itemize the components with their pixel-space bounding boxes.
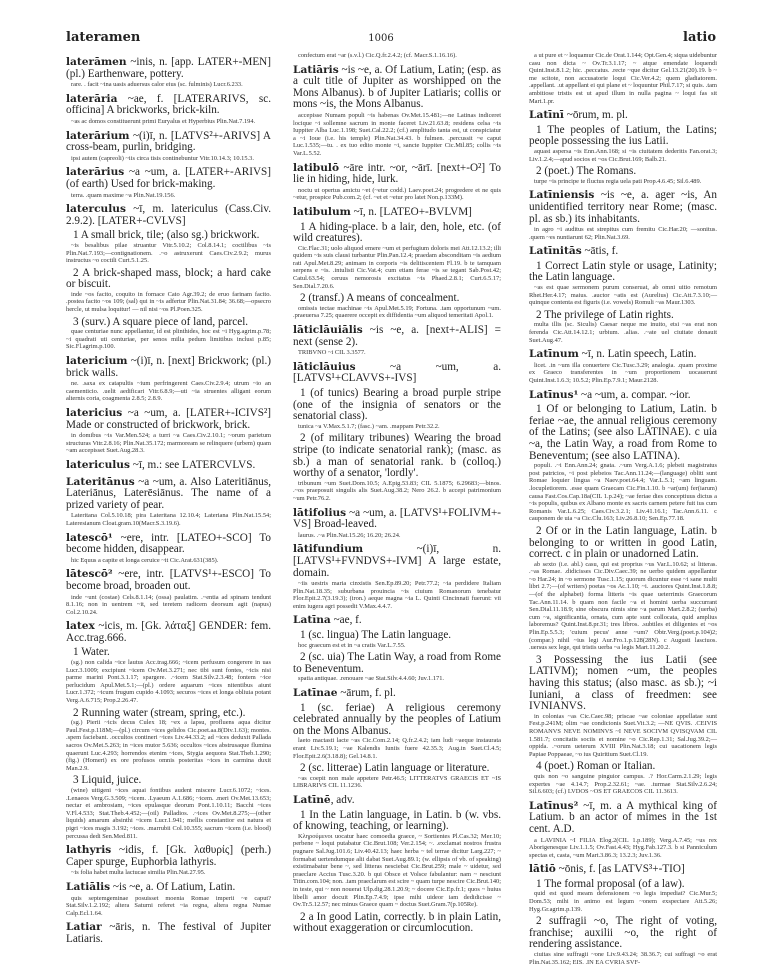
entry-definition: ~a ~um, a. [LATER+-ARIVS] (of earth) Used for brick-making.	[66, 166, 271, 190]
sense-definition: 2 A brick-shaped mass, block; a hard cake or biscuit.	[66, 266, 271, 291]
headword: latericius	[66, 407, 123, 419]
column-3	[529, 52, 717, 966]
citations: accepisse Numam populi ~is habenas Ov.Met.15.481;—ne Latinas indiceret locique ~i sollemne sacrum in monte faceret Liv.21.63.8; residens celsa ~is Iuppiter Alba Luc.1.198; Suet.Cal.22.2; (cf.) amplitudo tanta est, ut conspiciatur a ~i Ioue (i.e. his temple) Plin.Nat.34.43. b fulmen. .percussit ~e caput Luc.1.535;—tu. . ex tuo edito monte ~i, sancte Iuppiter Cic.Mil.85; collis ~is Var.L.5.52.	[293, 111, 501, 157]
citations: ~is folia habet multa lactucae similia Plin.Nat.27.95.	[71, 869, 206, 877]
headword: Latīna	[293, 614, 331, 627]
citations: licet. .in ~um illa conuertere Cic.Tusc.3.29; analogia. .quam proxime ex Graeco transferentes in ~um proportionem uocauerunt Quint.Inst.1.6.3; 10.5.2; Plin.Ep.7.9.1; Maur.2128.	[529, 361, 717, 384]
dictionary-entry	[293, 163, 501, 186]
dictionary-entry	[293, 544, 501, 579]
entry-definition: ~ere, intr. [LATVS¹+-ESCO] To become broad, broaden out.	[66, 568, 271, 592]
headword: Latīniensis	[529, 189, 595, 202]
citations: TRIBVNO ~i CIL 3.3577.	[298, 349, 366, 357]
dictionary-entry	[66, 57, 271, 80]
entry-definition: ~ae, f.	[330, 614, 362, 627]
sense-definition: 3 Liquid, juice.	[73, 774, 142, 787]
sense-definition: 3 Possessing the ius Latii (see LATIVM); nomen ~um, the peoples having this status; (also masc. as sb.); ~i Iuniani, a class of freedmen: see IVNIANVS.	[529, 653, 717, 713]
citations: aquast aspersa ~is Enn.Ann.168; si ~is ciuitatem dederitis Fan.orat.3; Liv.1.2.4;—apud socios et ~os Cic.Brut.169; Balb.21.	[529, 147, 717, 163]
dictionary-entry	[293, 325, 501, 348]
citations: Lateritana Col.5.10.18; pira Lateritana 12.10.4; Laterianа Plin.Nat.15.54; Lateresianum Cloat.gram.10(Macr.S.3.19.6).	[66, 512, 271, 527]
headword: Latiāris	[293, 63, 339, 76]
headword: laterāmen	[66, 56, 127, 68]
sense-definition: 2 The privilege of Latin rights.	[536, 308, 674, 321]
entry-definition: ~(i)ī, n. [LATVS²+-ARIVS] A cross-beam, purlin, bridging.	[66, 129, 271, 154]
citations: ne. .saxa ex catapultis ~ium perfringerent Caes.Civ.2.9.4; utrum ~io an caementicio. .uelit aedificari Vitr.6.8.9;—uti ~ia struentes alligant eorum alternis coria, coagmenta 2.8.5; 2.8.9.	[66, 380, 271, 403]
sense-definition: 2 (of military tribunes) Wearing the broad stripe (to indicate senatorial rank); (masc. as sb.) a man of senatorial rank. b (colloq.) worthy of a senator, 'lordly'.	[293, 432, 501, 480]
entry-definition: ~a ~um, a. compar. ~ior.	[578, 388, 691, 401]
citations: quae centuriae nunc appellantur, id est plinthides, hoc est ~i Hyg.agrim.p.78; ~i quadrati uti centuriae, per senos milia pedum limitibus inclusi p.85; Sic.Fl.agrim.p.100.	[66, 328, 271, 351]
sense-definition: 2 (poet.) The Romans.	[536, 165, 637, 178]
dictionary-entry	[529, 864, 717, 876]
running-head-right: latio	[683, 30, 716, 45]
citations: in colonias ~as Cic.Caec.98; priscae ~ae coloniae appellatae sunt Fest.p.241M; olim ~ae condicionis Suet.Vit.3.2; —NE QVIS. .CEIVIS ROMANVS NEVE NOMINVS ~I NEVE SOCIVM QVISQVAM CIL 1.581.7; concitatis sociis et nomine ~o Cic.Rep.1.31; Sal.Jug.39.2;—oppida. .~orum ueterum XVIII Plin.Nat.3.18; cui uacationem legis Papiae Poppaeae, ~o ius Quiritium Suet.Cl.19.	[529, 712, 717, 758]
entry-definition: ~a ~um, a. [LATVS¹+CLAVVS+-IVS]	[293, 360, 501, 385]
citations: hic Equus a capite et longa ceruice ~it Cic.Arat.631(385).	[71, 556, 219, 564]
citations: a LAVINIA ~I FILIA Elog.2(CIL 1.p.189); Verg.A.7.45; ~us rex Aborigenesque Liv.1.1.5; Ov.Fast.4.43; Hyg.Fab.127.3. b si Panniculum spectas et, casta, ~um Mart.3.86.3; 13.2.3; Juv.1.36.	[529, 836, 717, 859]
entry-definition: , adv.	[330, 793, 355, 806]
citations: hoc graecum est et in ~a cratis Var.L.7.55.	[298, 641, 406, 649]
headword: lātifolius	[293, 506, 347, 519]
running-head-left: lateramen	[66, 30, 141, 45]
entry-definition: ~ī, m. latericulus (Cass.Civ. 2.9.2). [LATER+-CVLVS]	[66, 203, 271, 227]
citations: rare. . facit ~ina uasis aduersus calor eius (sc. fulminis) Lucr.6.233.	[71, 81, 243, 89]
dictionary-entry	[66, 922, 271, 945]
sense-definition: 2 a In good Latin, correctly. b in plain Latin, without exaggeration or circumlocution.	[293, 910, 501, 935]
entry-definition: ~(i)ī, n. [LATVS¹+FVNDVS+-IVM] A large estate, domain.	[293, 543, 501, 579]
page-number: 1006	[368, 33, 394, 44]
entry-definition: ~ātis, f.	[581, 245, 619, 258]
citations: (sg.) Pierii ~icis decus Culex 18; ~ex a lapsu, profluens aqua dicitur Paul.Fest.p.118M;—(pl.) circum ~ices gelidos Cic.poet.aa.8(Div.1.63); montes. .spem faciebant. .occultos contineri ~ices Liv.44.33.2; ad ~ices deduxit Pallada sacros Ov.Met.5.263; in ~ices mutor 5.636; occultos ~ices abstrusaque flumina quaerunt Luc.4.293; horrendos etenim ~ices, Stygia aequora Stat.Theb.1.290; (fig.) (Homeri) ex ore profusos omnis posteritas ~ices in carmina duxit Man.2.9.	[66, 719, 271, 772]
citations: terra. .quam maxime ~a Plin.Nat.19.156.	[71, 191, 176, 199]
sense-definition: 2 suffragii ~o, The right of voting, franchise; auxilii ~o, the right of rendering assistance.	[529, 915, 717, 951]
entry-definition: ~(i)ī, n. [next] Brickwork; (pl.) brick walls.	[66, 355, 271, 379]
entry-definition: ~is ~e, a. Of Latium, Latin.	[110, 880, 236, 893]
dictionary-entry	[293, 362, 501, 385]
sense-definition: 1 (of tunics) Bearing a broad purple stripe (one of the insignia of senators or the senatorial class).	[293, 387, 501, 423]
citations: spatia antiquae. .renouare ~ae Stat.Silv.4.4.60; Juv.1.171.	[298, 675, 445, 683]
headword: latericulus	[66, 458, 130, 471]
entry-definition: ~is ~e, a. ager ~is, An unidentified territory near Rome; (masc. pl. as sb.) its inhabitants.	[529, 189, 717, 225]
headword: latescō¹	[66, 531, 113, 544]
headword: lāticlāuiālis	[293, 324, 363, 337]
headword: Latiar	[66, 921, 102, 934]
entry-definition: ~ī, m. a A mythical king of Latium. b an actor of mimes in the 1st cent. A.D.	[529, 799, 717, 835]
sense-definition: 2 (sc. litterae) Latin language or literature.	[300, 762, 490, 775]
citations: ~is besalibus pilae struantur Vitr.5.10.2; Col.8.14.1; coctilibus ~is Plin.Nat.7.193;—contignationem. .~o astruxerunt Caes.Civ.2.9.2; murus instructus ~o coctili Curt.5.1.25.	[66, 241, 271, 265]
dictionary-entry	[293, 207, 501, 219]
entry-definition: ~ārum, f. pl.	[337, 687, 396, 700]
headword: lātiō	[529, 863, 556, 876]
headword: Latiālis	[66, 880, 111, 893]
dictionary-entry	[66, 94, 271, 117]
entry-definition: ~ae, f. [LATERARIVS, sc. officina] A brickworks, brick-kiln.	[66, 92, 271, 117]
citations: in agro ~i auditus est strepitus cum fremitu Cic.Har.20; —sonitus. .quem ~es nuntiarunt 62; Plin.Nat.3.69.	[529, 226, 717, 241]
dictionary-entry	[529, 349, 717, 361]
headword: Latīnitās	[529, 245, 582, 258]
citations: ciuitas sine suffragii ~one Liv.9.43.24; 38.36.7; cui suffragi ~o erat Plin.Nat.35.162; EIS. .IN EA CVRIA SVF-	[529, 951, 717, 966]
citations: tribunum ~um Suet.Dom.10.5; A.Epig.53.83; CIL 5.1875; 6.29683;—binos. .~os praeposuit singulis alis Suet.Aug.38.2; Nero 26.2. b accepi patrimonium ~um Petr.76.2.	[293, 479, 501, 502]
citations: ~as est quae sermonem purum conseruat, ab omni uitio remotum Rhet.Her.4.17; maius. .auctor ~atis est (Aurelius) Cic.Att.7.3.10;—quinque contenta est figuris (i.e. vowels) Romuli ~as Maur.1303.	[529, 284, 717, 307]
citations: tunica ~a V.Max.5.1.7; (fasc.) ~am. .mappam Petr.32.2.	[298, 422, 440, 430]
headword: latex	[66, 620, 95, 633]
entry-definition: ~is ~e, a. [next+-ALIS] = next (sense 2).	[293, 324, 501, 348]
dictionary-entry	[293, 65, 501, 111]
citations: ~as coepit non male appetere Petr.46.5; LITTERATVS GRAECIS ET ~IS LIBRARIVS CIL 11.1236.	[293, 774, 501, 790]
citations: ~iis uestris maria cinxistis Sen.Ep.89.20; Petr.77.2; ~ia perdidere Italiam Plin.Nat.18.35; suburbana prouincia ~is ciuium Romanorum tenebatur Flor.Epit.2.7(3.19.3); (iron.) aeque magna ~ia L. Quinti Cincinnati fuerunt: vii enim iugera agri possedit V.Max.4.4.7.	[293, 580, 501, 610]
sense-definition: 1 A small brick, tile; (also sg.) brickwork.	[73, 229, 260, 242]
sense-definition: 2 (transf.) A means of concealment.	[300, 292, 460, 305]
headword: latibulō	[293, 161, 340, 174]
citations: confectum erat ~ar (s.v.l.) Cic.Q.fr.2.4.2; (cf. Macr.S.1.16.16).	[298, 52, 457, 59]
dictionary-entry	[293, 795, 501, 807]
entry-definition: ~ī, n. [LATEO+-BVLVM]	[350, 205, 472, 218]
dictionary-entry	[66, 882, 271, 894]
citations: turpe ~is principe te fluctus regia uela pati Prop.4.6.45; Sil.6.489.	[534, 177, 702, 185]
citations: (wine) uitigeni ~ices aquai fontibus audent miscere Lucr.6.1072; ~ices. .Lenaeos Verg.G.3.509; ~icem. .Lyaeum A.1.686; ~icem. .meri Ov.Met.13.653; nectar et ambrosiam, ~ices epulasque deorum Pont.1.10.11; Bacchi ~ices V.Fl.4.533; Stat.Theb.4.452;—(oil) Palladios. .~ices Ov.Met.8.275;—(other liquids) amarum absinthi ~icem Lucr.1.941; mellis constantior est natura et pigri ~ices magis 3.192; ~ices. .marrubii Col.10.355; sacrum ~icem (i.e. blood) percussa dedi Sen.Med.811.	[66, 786, 271, 840]
dictionary-entry	[529, 801, 717, 836]
entry-definition: ~ōrum, m. pl.	[563, 109, 628, 122]
citations: ipsi autem (capreoli) ~iis circa tisis continebuntur Vitr.10.14.3; 10.15.3.	[71, 154, 254, 162]
entry-definition: ~ere, intr. [LATEO+-SCO] To become hidden, disappear.	[66, 531, 271, 556]
citations: multa illis (sc. Siculis) Caesar neque me inuito, etsi ~as erat non ferenda Cic.Att.14.12.1; urbium. .alias. .~ate uel ciuitate donauit Suet.Aug.47.	[529, 321, 717, 344]
headword: Latīnus¹	[529, 388, 579, 401]
citations: laeto mactasti lacte ~as Cic.Com.2.14; Q.fr.2.4.2; iam ludi ~aeque instaurata erant Liv.5.19.1; ~ae Kalendis Iuniis fuere 42.35.3; Aug.in Suet.Cl.4.5; Flor.Epit.2.6(3.18.8); Gel.14.8.1.	[293, 737, 501, 760]
sense-definition: 1 The formal proposal (of a law).	[536, 877, 685, 890]
dictionary-entry	[293, 508, 501, 531]
dictionary-entry	[529, 246, 717, 258]
sense-definition: 1 Water.	[73, 646, 110, 659]
headword: laterculus	[66, 203, 126, 216]
dictionary-entry	[293, 615, 501, 627]
column-1	[66, 52, 271, 945]
dictionary-entry	[66, 533, 271, 556]
headword: lātifundium	[293, 543, 364, 556]
headword: laterāria	[66, 92, 118, 105]
headword: lāticlāuius	[293, 360, 356, 373]
citations: quis septemgeminae posuisset moenia Romae imperii ~e caput? Stat.Silv.1.2.192; altera Saturni referet ~ia regna, altera regna Numae Calp.Ecl.1.64.	[66, 894, 271, 917]
entry-definition: ~a ~um, a. [LATVS¹+FOLIVM+-VS] Broad-leaved.	[293, 506, 501, 531]
dictionary-entry	[66, 477, 271, 512]
citations: ~as ac domos constituerunt primi Euryalus et Hyperbius Plin.Nat.7.194.	[71, 117, 256, 125]
sense-definition: 2 Running water (stream, spring, etc.).	[73, 706, 246, 719]
sense-definition: 2 (sc. uia) The Latin Way, a road from Rome to Beneventum.	[293, 651, 501, 675]
entry-definition: ~ī, m.: see LATERCVLVS.	[129, 458, 256, 471]
sense-definition: 2 Of or in the Latin language, Latin. b belonging to or written in good Latin, correct. c in plain or unadorned Latin.	[529, 524, 717, 561]
dictionary-entry	[66, 131, 271, 154]
headword: Latīnum	[529, 348, 579, 361]
dictionary-entry	[66, 845, 271, 868]
dictionary-entry	[66, 621, 271, 644]
citations: a ut pure et ~ loquamur Cic.de Orat.1.144; Opt.Gen.4; siqua uidebuntur casu non dicta ~ Ov.Tr.3.1.17; ~ atque emendate loquendi Quint.Inst.8.1.2; hic. .peccatus. .recte ~que dicitur Gel.13.21(20).19. b ~ me scitote, non accusatorie loqui Cic.Ver.4.2; quem gladiatorem. .appellant. .ut appellant ei qui plane et ~ loquuntur Phil.7.17; si quis. .tam ambitiose tristis est ut apud illum in nulla pagina ~ loqui fas sit Mart.1.pr.	[529, 52, 717, 105]
entry-definition: ~ī, n. Latin speech, Latin.	[578, 348, 697, 361]
headword: lātescō²	[66, 568, 113, 581]
headword: Latīnī	[529, 109, 564, 122]
citations: noctu ut opertus amictu ~et (~etur codd.) Laev.poet.24; progredere et ne quis ~etur, prospice Pub.com.2; (cf. ~et et ~etur pro latet Non.p.133M).	[293, 186, 501, 202]
headword: laterārius	[66, 166, 125, 179]
citations: quid est quod meam defensionem ~o legis impediat? Cic.Mur.5; Dom.53; mihi in animo est legum ~onem exspectare Att.5.26; Hyg.Gr.agrim.p.139.	[529, 890, 717, 913]
headword: lathyris	[66, 844, 112, 857]
dictionary-entry	[529, 390, 717, 402]
headword: Latīnus²	[529, 799, 579, 812]
entry-definition: ~āre intr. ~or, ~ārī. [next+-O²] To lie in hiding, hide, lurk.	[293, 161, 501, 186]
headword: Latīnē	[293, 793, 331, 806]
dictionary-entry	[66, 204, 271, 227]
entry-definition: ~icis, m. [Gk. λάταξ] GENDER: fem. Acc.trag.666.	[66, 620, 271, 644]
dictionary-entry	[293, 688, 501, 700]
sense-definition: 1 The peoples of Latium, the Latins; people possessing the ius Latii.	[529, 123, 717, 148]
sense-definition: 1 In the Latin language, in Latin. b (w. vbs. of knowing, teaching, or learning).	[293, 808, 501, 833]
headword: latericium	[66, 355, 128, 368]
entry-definition: ~inis, n. [app. LATER+-MEN] (pl.) Earthenware, pottery.	[66, 56, 271, 80]
citations: laurus. .~a Plin.Nat.15.26; 16.20; 26.24.	[298, 531, 401, 539]
dictionary-entry	[66, 167, 271, 190]
entry-definition: ~āris, n. The festival of Jupiter Latiaris.	[66, 921, 271, 945]
dictionary-entry	[66, 569, 271, 592]
headword: laterārium	[66, 129, 130, 142]
citations: in domibus ~is Var.Men.524; a turri ~a Caes.Civ.2.10.1; ~orum parietum structuras Vitr.2.8.16; Plin.Nat.35.172; marmoream se relinquere (urbem) quam ~am accepisset Suet.Aug.28.3.	[66, 432, 271, 455]
entry-definition: ~idis, f. [Gk. λαθυρίς] (perh.) Caper spurge, Euphorbia lathyris.	[66, 844, 271, 868]
sense-definition: 1 (sc. feriae) A religious ceremony celebrated annually by the peoples of Latium on the Mons Albanus.	[293, 701, 501, 737]
citations: populi. .~i Enn.Ann.24; gnata. .~um Verg.A.1.6; plebeii magistratus post patricios, ~i post plebeios Tac.Ann.11.24;—(language) obliti sunt Romae loquier lingua ~a Naev.poet.64.4; Var.L.5.1; ~am linguam. .locupletiorem. .esse quam Graecam Cic.Fin.1.10. b ~ar(um) fer(iarum) causa Fast.Cos.Cap.18a(CIL 1.p.24); ~ae feriae dies conceptiuus dictus a ~is populis, quibus ex Albano monte ex sacris carnem petere fuit ius cum Romanis Var.L.6.25; Caes.Civ.3.2.1; Liv.41.16.1; Tac.Ann.6.11. c cauponem de uia ~a Cic.Clu.163; Liv.26.8.10; Sen.Ep.77.18.	[529, 462, 717, 523]
entry-definition: ~a ~um, a. Also Lateritiānus, Lateriānus, Laterēsiānus. The name of a prized variety of pear.	[66, 475, 271, 511]
headword: Latīnae	[293, 687, 338, 700]
sense-definition: 1 Correct Latin style or usage, Latinity; the Latin language.	[529, 259, 717, 284]
sense-definition: 1 A hiding-place. b a lair, den, hole, etc. (of wild creatures).	[293, 220, 501, 245]
sense-definition: 1 (sc. lingua) The Latin language.	[300, 629, 452, 642]
dictionary-entry	[529, 110, 717, 122]
entry-definition: ~ōnis, f. [as LATVS³+-TIO]	[555, 863, 685, 876]
entry-definition: ~is ~e, a. Of Latium, Latin; (esp. as a cult title of Jupiter as worshipped on the Mons Albanus). b of Jupiter Latiaris; collis or mons ~is, the Mons Albanus.	[293, 63, 501, 111]
entry-definition: ~a ~um, a. [LATER+-ICIVS²] Made or constructed of brickwork, brick.	[66, 407, 271, 431]
citations: inde ~os facito, coquito in fornace Cato Agr.39.2; de eruo farinam facito. .postea facito ~os 109; (sal) qui in ~is adfertur Plin.Nat.31.84; 36.68;—opsecro hercle, ut mulsa loquitur! — nil nisi ~os Pl.Poen.325.	[66, 290, 271, 314]
sense-definition: 4 (poet.) Roman or Italian.	[536, 760, 656, 773]
citations: Cic.Flac.31; uolo aliquod emere ~um et perfugium doloris mei Att.12.13.2; illi quidem ~is suis clausi turbantur Plin.Pan.12.4; praedam absconditam ~is aedium rati Apul.Met.8.29; animam in corporis ~is delitiscentem Fl.19. b te tamquam serpens e ~is. .intulisti Cic.Vat.4; cum etiam ferae ~is se tegant Sab.Post.42; Catul.63.54; ceruus nemorosis excitatus ~is Phaed.2.8.1; Curt.6.5.17; Sen.Dial.7.20.6.	[293, 244, 501, 290]
citations: quis non ~o sanguine pinguior campus. .? Hor.Carm.2.1.29; legis expertes ~ae 4.14.7; Prop.2.32.61; ~ae. .turmae Stat.Silv.2.6.24; Sil.6.603; (cf.) LVDOS ~OS ET GRAECOS CIL 11.3613.	[529, 772, 717, 796]
headword: Lateritānus	[66, 475, 135, 488]
dictionary-entry	[66, 356, 271, 379]
citations: omissis tectae machinae ~is Apul.Met.5.19; Fortuna. .tam opportunum ~um. .praeuersa 7.25; quaerere occepit ex diffidentia ~um aliquod temeritati Apol.1.	[293, 304, 501, 320]
citations: ab sexto (i.e. abl.) casu, qui est proprius ~us Var.L.10.62; si litteras. .~as Romae. .didicisses Cic.Div.Caec.39; ne uerbo quidem appellantur ~o Har.24; in ~o sermone Tusc.1.15; quorum dicuntur esse ~i sane multi libri 2.7;—(of writers) poetas ~os Ac.1.10; ~i. .auctores Quint.Inst.1.8.8; —(of the alphabet) forma litteris ~is quae ueterrimis Graecorum Tac.Ann.11.14. b quam non facile ~a ei homini uerba succurrant Sen.Dial.11.18.9; sine obscura nimis sine ~a parum Mart.2.8.2; (uerba) cum ~a, significantia, ornata, cum apte sunt collocata, quid amplius laboremus? Quint.Inst.8.pr.31; tres libros. .subtiles et diligentes et ~os Plin.Ep.5.5.3; 'cuium pecus' anne ~um? Obtr.Verg.(poet.p.104)2; (compar.) nihil ~ius legi Aur.Fro.1.p.128(28N). c Augusti lasciuos. .uersus sex lege, qui tristis uerba ~a legis Mart.11.20.2.	[529, 560, 717, 652]
sense-definition: 1 Of or belonging to Latium, Latin. b feriae ~ae, the annual religious ceremony of the Latins; (see also LATINAE). c uia ~a, the Latin Way, a road from Rome to Beneventum; (see also LATINA).	[529, 403, 717, 462]
column-2	[293, 52, 501, 935]
headword: latibulum	[293, 205, 351, 218]
citations: (sg.) non calida ~ice lautus Acc.trag.666; ~icem perfusum congerere in uas Lucr.3.1009; excipiunt ~icem Ov.Met.3.271; nec tibi sunt fontes, ~icis nisi parme marini Pont.3.1.17; spargere. .~icem Stat.Silv.2.3.48; fontem ~ice perlucidum Apul.Met.5.1;—(pl.) ordere aquarum ~ices nitentibus aiunt Lucr.1.372; ~icum frugum cupido 4.1093; securos ~ices et longa obliuia potant Verg.A.6.715; Prop.2.26.47.	[66, 659, 271, 705]
dictionary-entry	[529, 190, 717, 225]
citations: inde ~unt (costae) Cels.8.1.14; (ossa) paulatim. .~entia ad spinam tendunt 8.1.16; non in uentrem ~it, sed teretem radicem deorsum agit (napus) Col.2.10.24.	[66, 593, 271, 616]
sense-definition: 3 (surv.) A square piece of land, parcel.	[73, 315, 249, 328]
dictionary-entry	[66, 408, 271, 431]
citations: Κληρούμενοι uocatur haec comoedia graece, ~ Sortientes Pl.Cas.32; Mer.10; perbene ~ loqui putabatur Cic.Brut.108; Ver.2.154; ~. .exclamat nostros frustra pugnare Sal.Jug.101.6; Liv.40.42.13; haec herba ~ tel terrae dicitur Larg.227; ~ formabat uertendumque alii dabat Suet.Aug.89.1; (w. ellipsis of vb. of speaking) existimabatur bene ~, sed litteras nesciebat Cic.Brut.259; male ~ uidetur, sed praeclare Accius Tusc.3.20. b qui Obsce et Volsce fabulantur: nam ~ nesciunt Titin.com.104; non. .tam praeclarum est scire ~ quam turpe nescire Cic.Brut.140; in teste, qui ~ non nouerat Ulp.dig.28.1.20.9; ~ docere Cic.Ep.fr.1; quos ~ huius libelli amor docuit Plin.Ep.7.4.9; ipse mihi uideor iam dedidicisse ~ Ov.Tr.5.12.57; nec minus Graece quam ~ doctus Suet.Gram.7(p.105Re).	[293, 832, 501, 909]
dictionary-entry	[66, 460, 271, 472]
